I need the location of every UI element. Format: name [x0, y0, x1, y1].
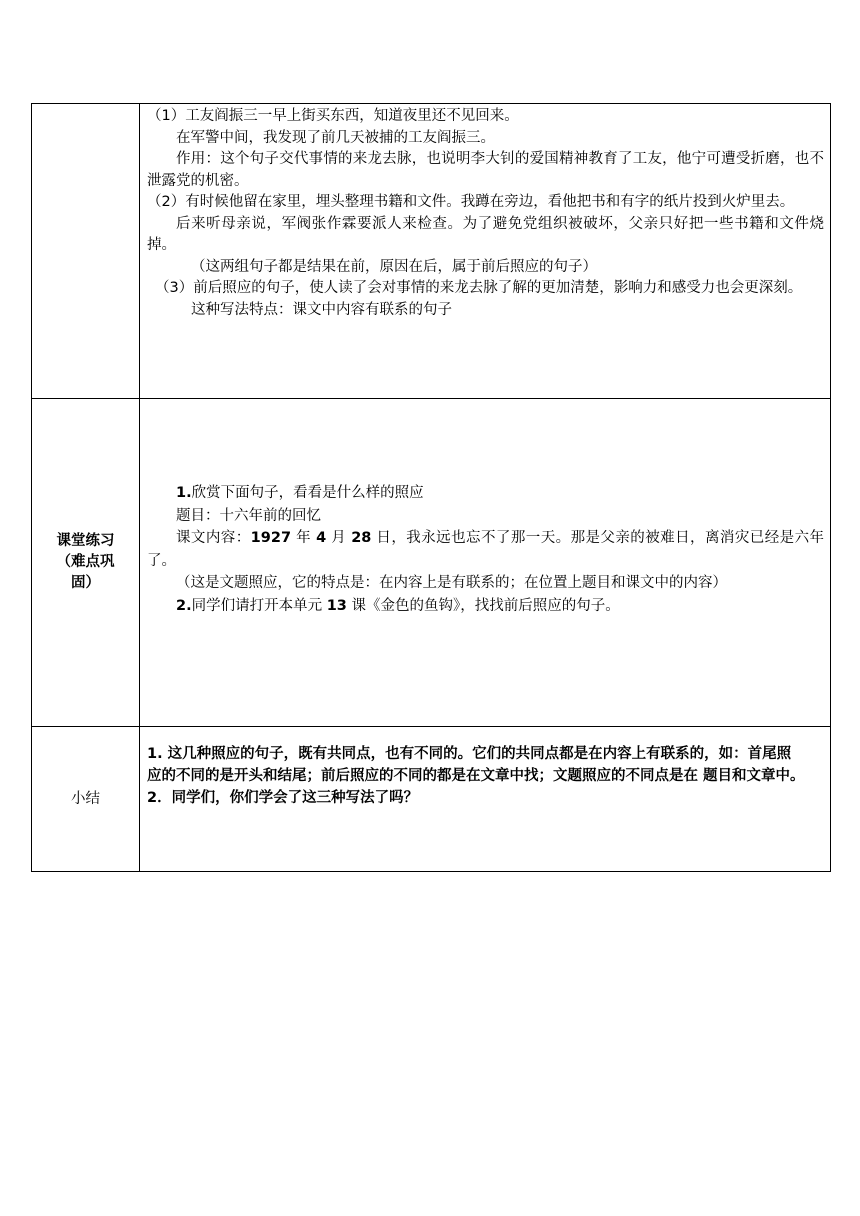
analysis-line: 后来听母亲说，军阀张作霖要派人来检查。为了避免党组织被破坏，父亲只好把一些书籍和文件烧掉。 — [147, 215, 824, 253]
exercise-note: （这是文题照应，它的特点是：在内容上是有联系的；在位置上题目和课文中的内容） — [176, 575, 727, 591]
summary-cell — [140, 727, 831, 872]
table-row — [32, 104, 831, 399]
exercise-label-cell — [32, 399, 140, 727]
summary-line: 1. 这几种照应的句子，既有共同点，也有不同的。它们的共同点都是在内容上有联系的，如：首尾照 — [147, 746, 792, 762]
exercise-content: 课文内容：1927 年 4 月 28 日，我永远也忘不了那一天。那是父亲的被难日，离消灾已经是六年了。 — [147, 530, 825, 569]
analysis-line: 这种写法特点：课文中内容有联系的句子 — [191, 301, 452, 318]
table-row — [32, 727, 831, 872]
analysis-cell — [140, 104, 831, 399]
exercise-item-1: 1.欣赏下面句子，看看是什么样的照应 — [176, 485, 424, 501]
analysis-line: （这两组句子都是结果在前，原因在后，属于前后照应的句子） — [191, 258, 597, 275]
exercise-topic: 题目：十六年前的回忆 — [176, 507, 321, 524]
empty-label-cell — [32, 104, 140, 399]
table-row — [32, 399, 831, 727]
exercise-item-2: 2.同学们请打开本单元 13 课《金色的鱼钩》，找找前后照应的句子。 — [176, 597, 620, 614]
analysis-line: （2）有时候他留在家里，埋头整理书籍和文件。我蹲在旁边，看他把书和有字的纸片投到火炉里去。 — [147, 194, 795, 210]
exercise-label: 课堂练习 — [56, 533, 115, 549]
exercise-cell — [140, 399, 831, 727]
summary-line: 2．同学们，你们学会了这三种写法了吗？ — [147, 790, 419, 806]
analysis-line: 在军警中间，我发现了前几天被捕的工友阎振三。 — [176, 129, 495, 146]
summary-line: 应的不同的是开头和结尾；前后照应的不同的都是在文章中找；文题照应的不同点是在 题目和文章中。 — [147, 768, 805, 784]
summary-label-cell — [32, 727, 140, 872]
summary-label: 小结 — [71, 790, 100, 807]
exercise-label: 固） — [71, 575, 100, 591]
analysis-line: 作用：这个句子交代事情的来龙去脉，也说明李大钊的爱国精神教育了工友，他宁可遭受折磨，也不泄露党的机密。 — [147, 151, 824, 189]
lesson-table — [31, 103, 831, 872]
analysis-line: （3）前后照应的句子，使人读了会对事情的来龙去脉了解的更加清楚，影响力和感受力也会更深刻。 — [155, 280, 803, 296]
analysis-line: （1）工友阎振三一早上街买东西，知道夜里还不见回来。 — [147, 108, 519, 124]
exercise-label: （难点巩 — [56, 554, 115, 570]
